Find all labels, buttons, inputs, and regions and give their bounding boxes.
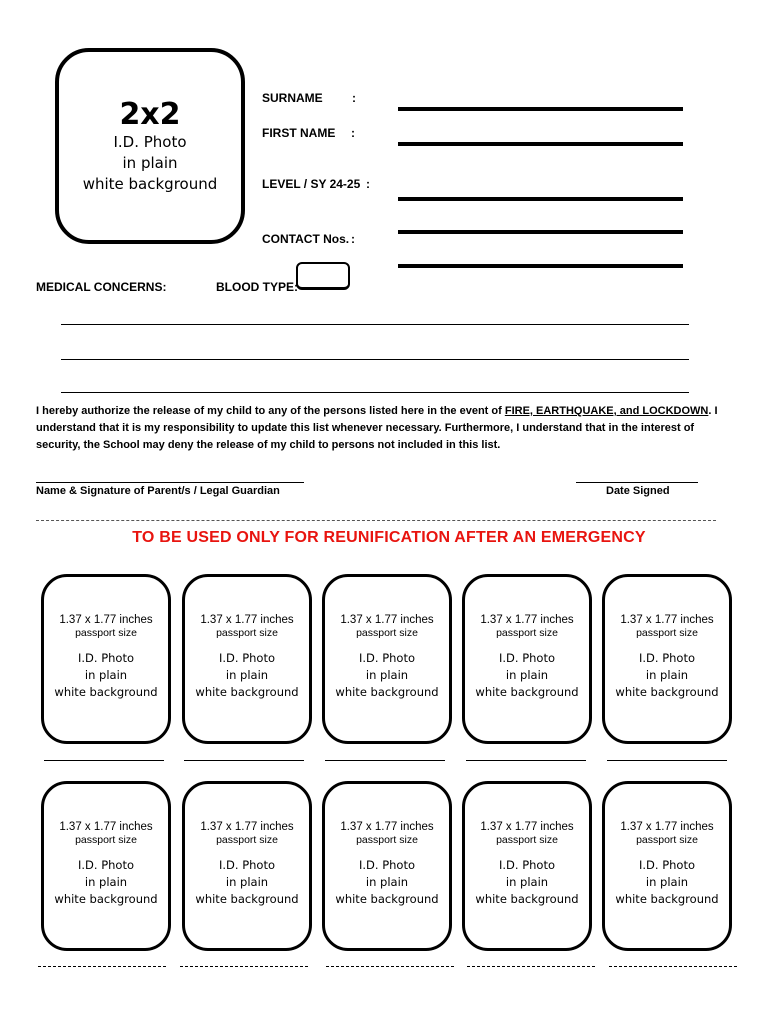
card-id-line-2: in plain (225, 875, 269, 889)
card-passport-label: passport size (75, 834, 137, 846)
first-name-label: FIRST NAME (262, 126, 336, 140)
card-passport-label: passport size (356, 834, 418, 846)
card-name-line[interactable] (44, 760, 164, 761)
card-name-line[interactable] (607, 760, 727, 761)
card-name-line[interactable] (467, 966, 595, 967)
medical-line-1[interactable] (61, 324, 689, 325)
card-id-line-3: white background (615, 685, 719, 699)
card-size-label: 1.37 x 1.77 inches (200, 614, 294, 626)
card-size-label: 1.37 x 1.77 inches (480, 821, 574, 833)
card-name-line[interactable] (325, 760, 445, 761)
medical-line-3[interactable] (61, 392, 689, 393)
parent-signature-line[interactable] (36, 482, 304, 483)
card-id-line-1: I.D. Photo (77, 858, 135, 872)
card-id-line-3: white background (475, 685, 579, 699)
id-photo-card (322, 574, 452, 744)
card-passport-label: passport size (356, 627, 418, 639)
blood-type-label: BLOOD TYPE: (216, 280, 299, 294)
card-size-label: 1.37 x 1.77 inches (200, 821, 294, 833)
card-id-line-2: in plain (84, 875, 128, 889)
surname-field[interactable] (398, 107, 683, 111)
id-photo-card (41, 574, 171, 744)
photo-size-label: 2x2 (119, 97, 181, 132)
card-passport-label: passport size (216, 627, 278, 639)
card-name-line[interactable] (609, 966, 737, 967)
card-name-line[interactable] (326, 966, 454, 967)
medical-concerns-label: MEDICAL CONCERNS: (36, 280, 167, 294)
card-id-line-1: I.D. Photo (498, 858, 556, 872)
card-id-line-3: white background (54, 685, 158, 699)
card-id-line-1: I.D. Photo (218, 651, 276, 665)
card-id-line-3: white background (195, 685, 299, 699)
card-id-line-3: white background (335, 892, 439, 906)
card-id-line-1: I.D. Photo (358, 858, 416, 872)
card-name-line[interactable] (180, 966, 308, 967)
card-passport-label: passport size (216, 834, 278, 846)
card-id-line-3: white background (475, 892, 579, 906)
card-id-line-2: in plain (505, 875, 549, 889)
level-colon: : (366, 177, 370, 191)
card-id-line-1: I.D. Photo (218, 858, 276, 872)
consent-text-2: . I understand that it is my responsibility to update this list whenever necessary. Furthermore, I understand that in the interest of security, the School may deny the release of my child to persons not included in this list. (36, 405, 718, 451)
card-id-line-2: in plain (84, 668, 128, 682)
card-id-line-3: white background (335, 685, 439, 699)
card-passport-label: passport size (75, 627, 137, 639)
card-passport-label: passport size (496, 834, 558, 846)
surname-colon: : (352, 91, 356, 105)
id-photo-card (462, 781, 592, 951)
card-id-line-2: in plain (645, 875, 689, 889)
card-name-line[interactable] (38, 966, 166, 967)
consent-text-1: I hereby authorize the release of my child to any of the persons listed here in the event of (36, 405, 505, 417)
id-photo-card (41, 781, 171, 951)
consent-paragraph (36, 403, 736, 454)
contact-label: CONTACT Nos. (262, 232, 350, 246)
card-size-label: 1.37 x 1.77 inches (59, 614, 153, 626)
photo-line-1: I.D. Photo (113, 133, 187, 151)
photo-line-2: in plain (122, 154, 178, 172)
card-id-line-2: in plain (645, 668, 689, 682)
card-id-line-1: I.D. Photo (638, 651, 696, 665)
card-id-line-3: white background (54, 892, 158, 906)
reunification-banner: TO BE USED ONLY FOR REUNIFICATION AFTER AN EMERGENCY (132, 529, 646, 546)
card-size-label: 1.37 x 1.77 inches (620, 821, 714, 833)
card-name-line[interactable] (184, 760, 304, 761)
first-name-colon: : (351, 126, 355, 140)
id-photo-card (602, 574, 732, 744)
card-size-label: 1.37 x 1.77 inches (480, 614, 574, 626)
parent-signature-label: Name & Signature of Parent/s / Legal Guardian (36, 485, 280, 497)
level-field[interactable] (398, 197, 683, 201)
card-id-line-2: in plain (505, 668, 549, 682)
photo-line-3: white background (82, 175, 218, 193)
blood-type-box[interactable] (296, 262, 350, 290)
id-photo-card (462, 574, 592, 744)
card-passport-label: passport size (496, 627, 558, 639)
card-size-label: 1.37 x 1.77 inches (340, 614, 434, 626)
card-id-line-3: white background (615, 892, 719, 906)
card-id-line-2: in plain (365, 668, 409, 682)
card-passport-label: passport size (636, 627, 698, 639)
date-signed-line[interactable] (576, 482, 698, 483)
card-id-line-1: I.D. Photo (77, 651, 135, 665)
cut-line-separator (36, 520, 716, 521)
id-photo-card (182, 781, 312, 951)
contact-field-1[interactable] (398, 230, 683, 234)
contact-colon: : (351, 232, 355, 246)
card-id-line-1: I.D. Photo (358, 651, 416, 665)
first-name-field[interactable] (398, 142, 683, 146)
card-size-label: 1.37 x 1.77 inches (620, 614, 714, 626)
card-size-label: 1.37 x 1.77 inches (59, 821, 153, 833)
card-id-line-2: in plain (225, 668, 269, 682)
card-name-line[interactable] (466, 760, 586, 761)
main-photo-box (55, 48, 245, 244)
level-label: LEVEL / SY 24-25 (262, 177, 361, 191)
card-size-label: 1.37 x 1.77 inches (340, 821, 434, 833)
surname-label: SURNAME (262, 91, 323, 105)
card-id-line-3: white background (195, 892, 299, 906)
consent-emphasis: FIRE, EARTHQUAKE, and LOCKDOWN (504, 405, 709, 417)
medical-line-2[interactable] (61, 359, 689, 360)
id-photo-card (182, 574, 312, 744)
contact-field-2[interactable] (398, 264, 683, 268)
id-photo-card (602, 781, 732, 951)
card-id-line-2: in plain (365, 875, 409, 889)
date-signed-label: Date Signed (606, 485, 670, 497)
card-id-line-1: I.D. Photo (498, 651, 556, 665)
card-passport-label: passport size (636, 834, 698, 846)
card-id-line-1: I.D. Photo (638, 858, 696, 872)
id-photo-card (322, 781, 452, 951)
